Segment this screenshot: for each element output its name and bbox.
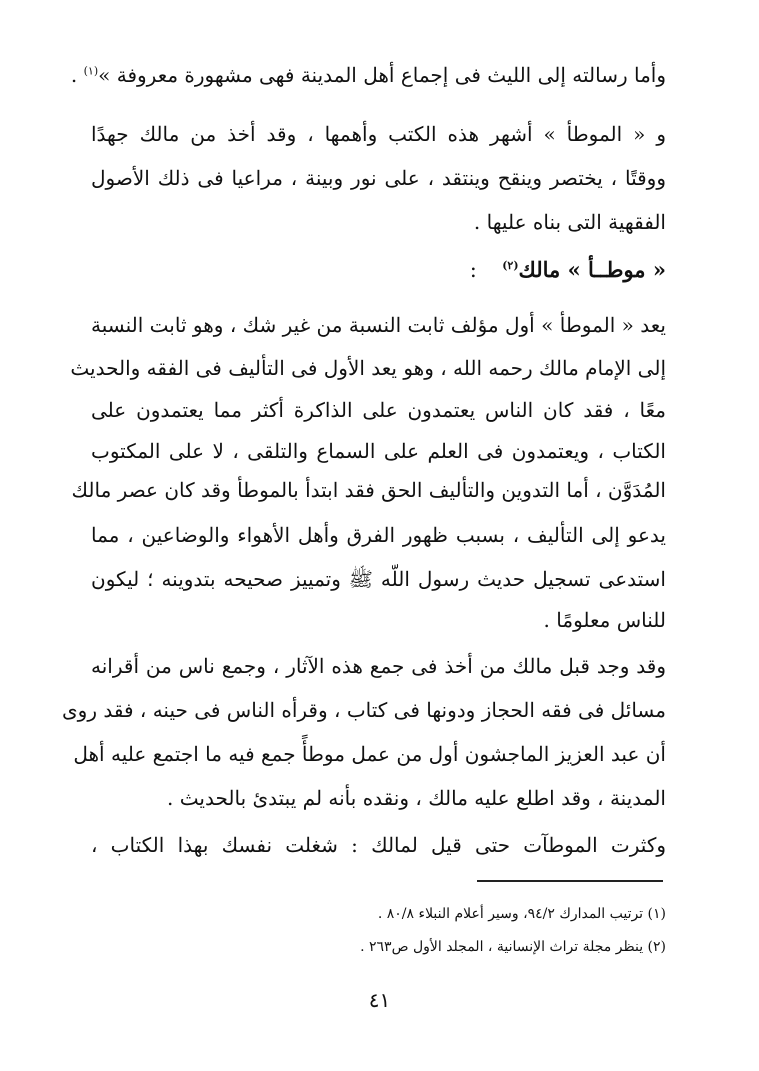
footnote-1: (١) ترتيب المدارك ٩٤/٢، وسير أعلام النبلاء ٨٠/٨ . xyxy=(377,906,666,922)
page-number: ٤١ xyxy=(368,988,391,1012)
footnote-2: (٢) ينظر مجلة تراث الإنسانية ، المجلد الأول ص٢٦٣ . xyxy=(360,939,666,955)
section-heading-colon: : xyxy=(469,258,477,282)
body-text-line: الفقهية التى بناه عليها . xyxy=(473,210,666,234)
paragraph-1-end: . xyxy=(70,63,78,87)
body-text-line: إلى الإمام مالك رحمه الله ، وهو يعد الأول فى التأليف فى الفقه والحديث xyxy=(70,356,666,380)
body-text-line: مسائل فى فقه الحجاز ودونها فى كتاب ، وقرأه الناس فى حينه ، فقد روى xyxy=(62,698,666,722)
paragraph-1-text: وأما رسالته إلى الليث فى إجماع أهل المدينة فهى مشهورة معروفة » xyxy=(98,63,666,87)
footnote-marker-1: (١) xyxy=(83,64,99,78)
body-text-line: للناس معلومًا . xyxy=(543,608,666,632)
body-text-line: المدينة ، وقد اطلع عليه مالك ، ونقده بأنه لم يبتدئ بالحديث . xyxy=(167,786,666,810)
body-text-line: معًا ، فقد كان الناس يعتمدون على الذاكرة أكثر مما يعتمدون على xyxy=(91,398,666,422)
body-text-line: و « الموطأ » أشهر هذه الكتب وأهمها ، وقد أخذ من مالك جهدًا xyxy=(91,122,666,146)
body-text-line: يعد « الموطأ » أول مؤلف ثابت النسبة من غير شك ، وهو ثابت النسبة xyxy=(91,313,666,337)
body-text-line: يدعو إلى التأليف ، بسبب ظهور الفرق وأهل الأهواء والوضاعين ، مما xyxy=(91,523,666,547)
footnote-separator xyxy=(477,880,663,882)
body-text-line: أن عبد العزيز الماجشون أول من عمل موطأً جمع فيه ما اجتمع عليه أهل xyxy=(73,742,666,766)
body-text-line: ووقتًا ، يختصر وينقح وينتقد ، على نور وبينة ، مراعيا فى ذلك الأصول xyxy=(91,166,666,190)
body-text-line: وقد وجد قبل مالك من أخذ فى جمع هذه الآثار ، وجمع ناس من أقرانه xyxy=(91,654,666,678)
body-text-line: المُدَوَّن ، أما التدوين والتأليف الحق فقد ابتدأ بالموطأ وقد كان عصر مالك xyxy=(71,478,666,502)
footnote-marker-2: (٢) xyxy=(502,259,519,272)
section-heading xyxy=(91,247,666,293)
body-text-line xyxy=(70,52,666,98)
body-text-line: وكثرت الموطآت حتى قيل لمالك : شغلت نفسك بهذا الكتاب ، xyxy=(91,833,666,857)
body-text-line: استدعى تسجيل حديث رسول اللّه ﷺ وتمييز صحيحه بتدوينه ؛ ليكون xyxy=(91,567,666,591)
body-text-line: الكتاب ، ويعتمدون فى العلم على السماع والتلقى ، لا على المكتوب xyxy=(91,439,666,463)
section-heading-text: « موطــأ » مالك xyxy=(518,257,666,282)
